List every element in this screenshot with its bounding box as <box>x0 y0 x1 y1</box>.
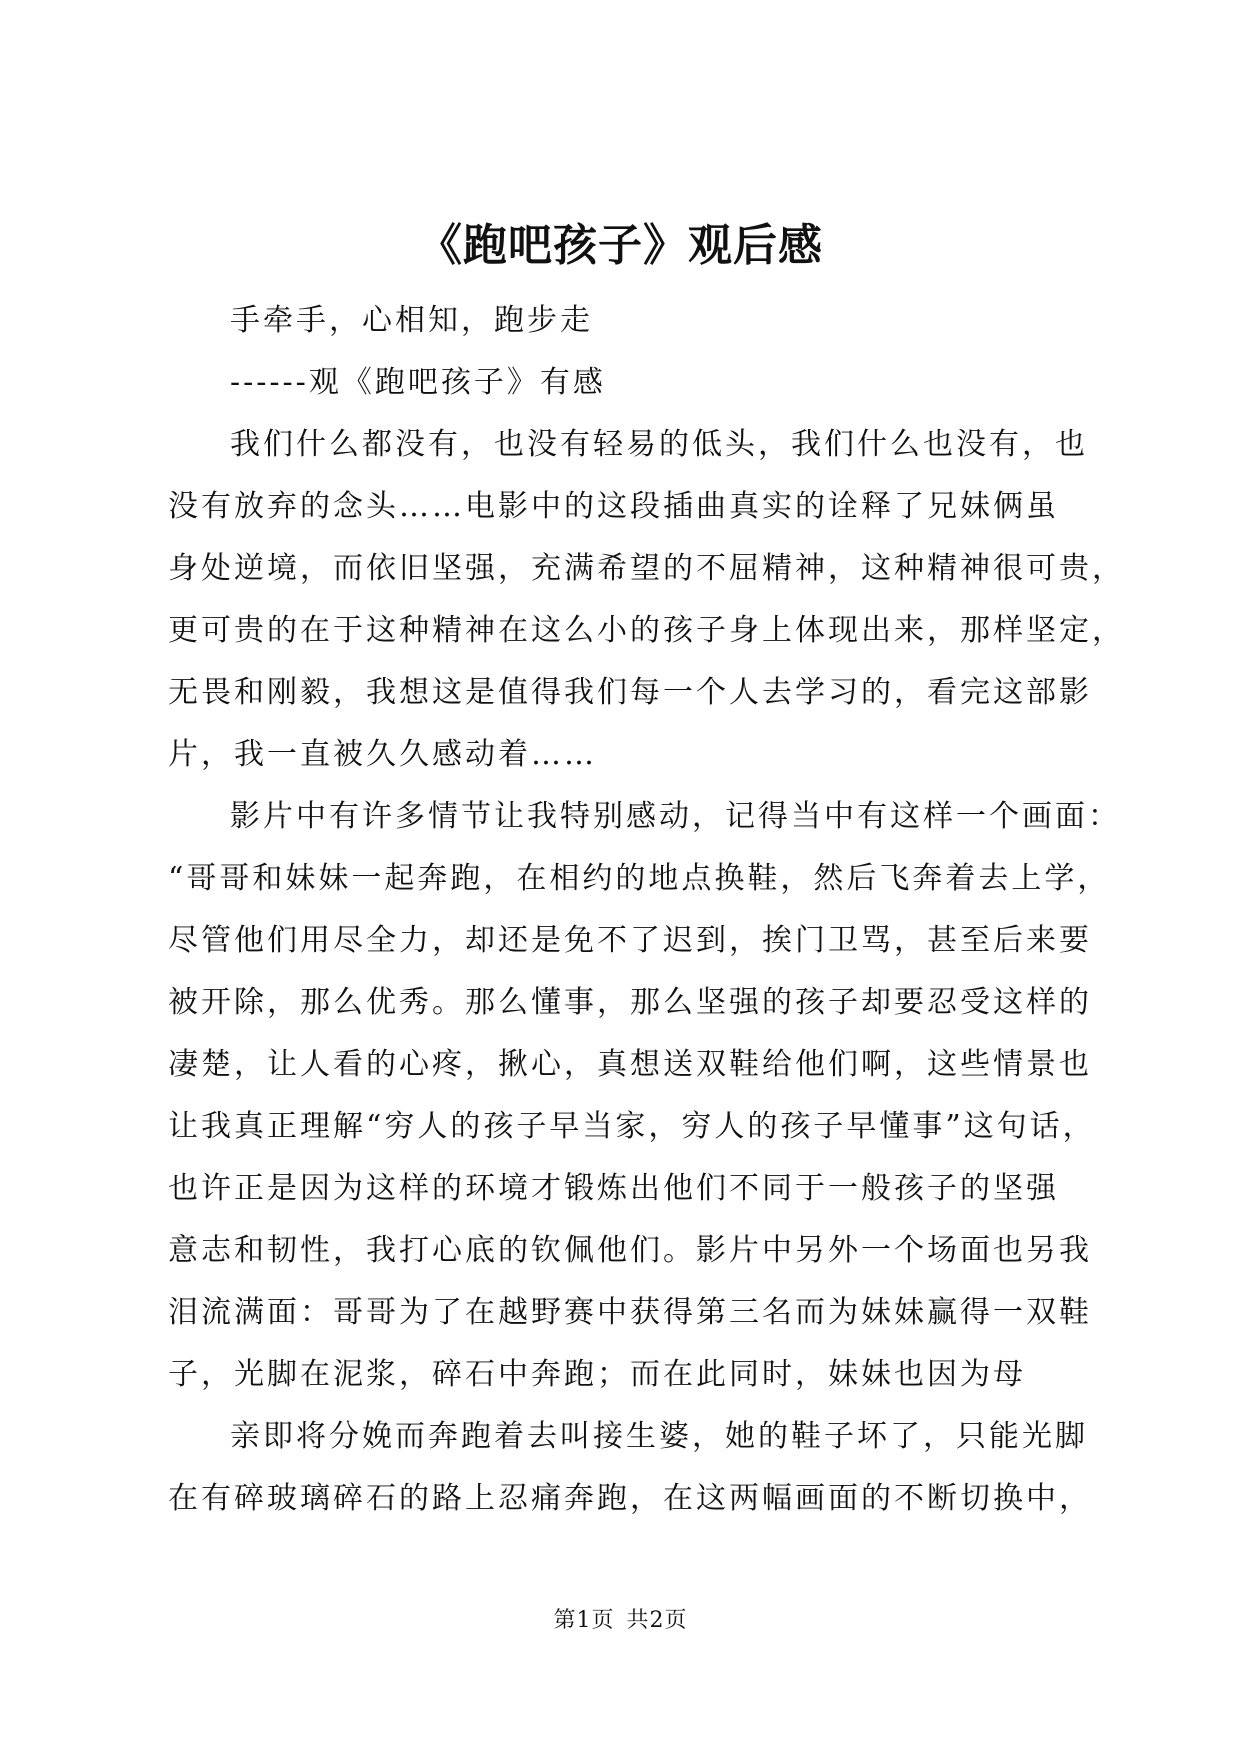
paragraph-line: 也许正是因为这样的环境才锻炼出他们不同于一般孩子的坚强 <box>168 1171 1059 1206</box>
paragraph-line: 片，我一直被久久感动着…… <box>168 737 597 772</box>
paragraph-line: 意志和韧性，我打心底的钦佩他们。影片中另外一个场面也另我 <box>168 1233 1092 1268</box>
paragraph-line: 被开除，那么优秀。那么懂事，那么坚强的孩子却要忍受这样的 <box>168 985 1092 1020</box>
paragraph-line: 无畏和刚毅，我想这是值得我们每一个人去学习的，看完这部影 <box>168 675 1092 710</box>
paragraph-line: 更可贵的在于这种精神在这么小的孩子身上体现出来，那样坚定， <box>168 613 1125 648</box>
paragraph-line: “哥哥和妹妹一起奔跑，在相约的地点换鞋，然后飞奔着去上学， <box>168 861 1111 896</box>
paragraph-line: 凄楚，让人看的心疼，揪心，真想送双鞋给他们啊，这些情景也 <box>168 1047 1092 1082</box>
page-total: 共2页 <box>626 1608 688 1633</box>
paragraph-line: 尽管他们用尽全力，却还是免不了迟到，挨门卫骂，甚至后来要 <box>168 923 1092 958</box>
paragraph-line: 影片中有许多情节让我特别感动，记得当中有这样一个画面： <box>230 799 1121 834</box>
paragraph-line: 身处逆境，而依旧坚强，充满希望的不屈精神，这种精神很可贵， <box>168 551 1125 586</box>
subtitle-line: ------观《跑吧孩子》有感 <box>230 365 606 400</box>
paragraph-line: 我们什么都没有，也没有轻易的低头，我们什么也没有，也 <box>230 427 1088 462</box>
document-body <box>168 290 1125 1530</box>
page-number: 第1页 <box>553 1608 615 1633</box>
paragraph-line: 在有碎玻璃碎石的路上忍痛奔跑，在这两幅画面的不断切换中， <box>168 1481 1092 1516</box>
paragraph-line: 泪流满面：哥哥为了在越野赛中获得第三名而为妹妹赢得一双鞋 <box>168 1295 1092 1330</box>
paragraph-line: 子，光脚在泥浆，碎石中奔跑；而在此同时，妹妹也因为母 <box>168 1357 1026 1392</box>
page-footer <box>0 1608 1241 1634</box>
paragraph-line: 亲即将分娩而奔跑着去叫接生婆，她的鞋子坏了，只能光脚 <box>230 1419 1088 1454</box>
paragraph-line: 没有放弃的念头……电影中的这段插曲真实的诠释了兄妹俩虽 <box>168 489 1059 524</box>
document-title: 《跑吧孩子》观后感 <box>418 220 823 271</box>
subtitle-line: 手牵手，心相知，跑步走 <box>230 303 593 338</box>
paragraph-line: 让我真正理解“穷人的孩子早当家，穷人的孩子早懂事”这句话， <box>168 1109 1096 1144</box>
